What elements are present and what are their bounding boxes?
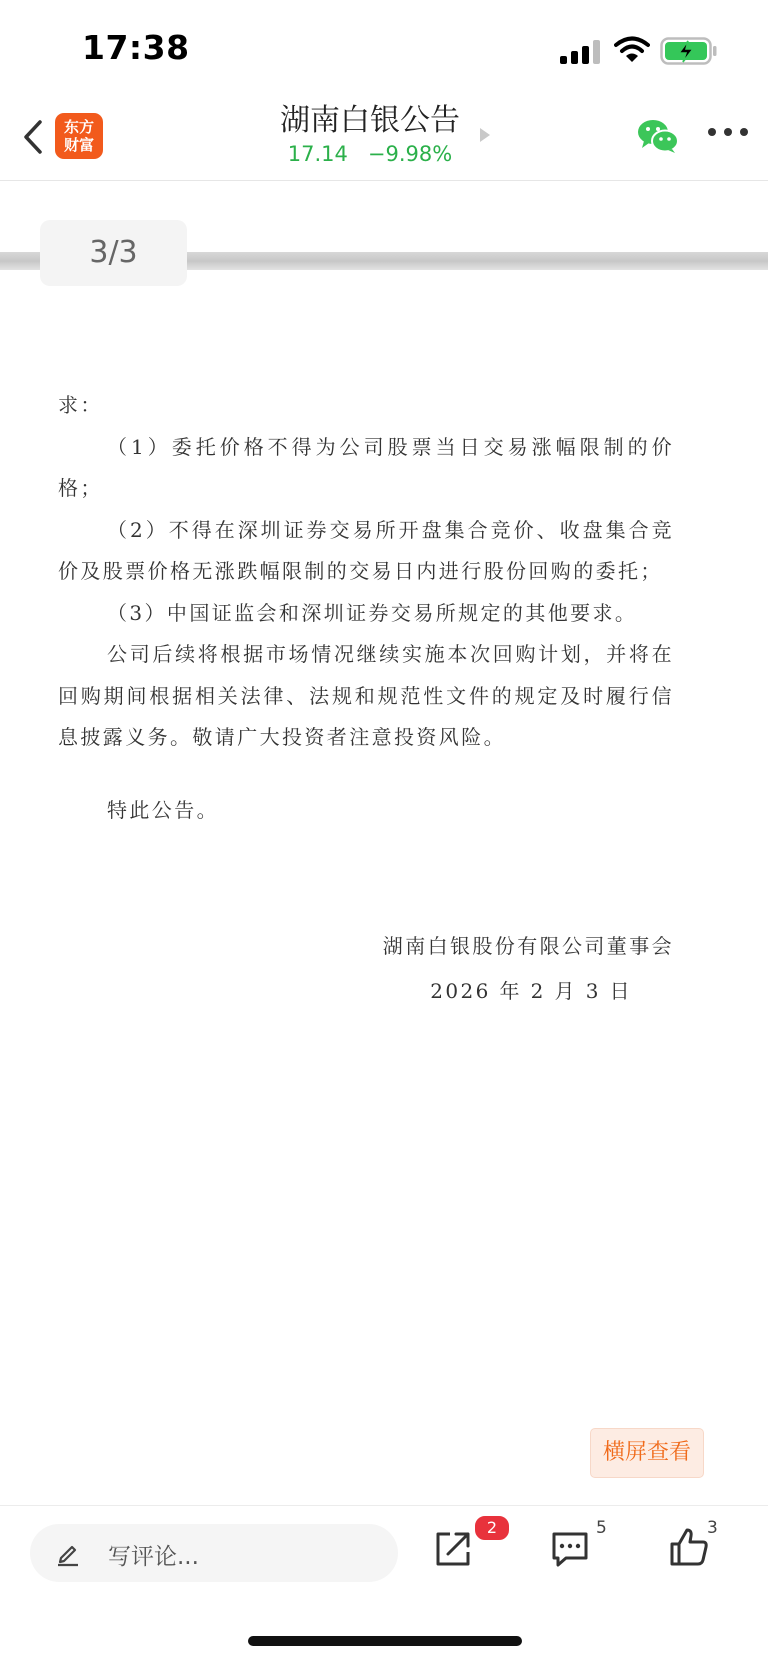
logo-line1: 东方 bbox=[63, 118, 94, 136]
doc-paragraph-4: （3）中国证监会和深圳证券交易所规定的其他要求。 bbox=[107, 600, 638, 625]
stock-change: −9.98% bbox=[367, 142, 453, 166]
landscape-view-button[interactable]: 横屏查看 bbox=[590, 1428, 704, 1478]
wifi-icon bbox=[614, 36, 650, 64]
doc-paragraph-6: 特此公告。 bbox=[107, 797, 219, 822]
home-indicator bbox=[248, 1636, 522, 1646]
app-header bbox=[0, 100, 768, 181]
share-badge: 2 bbox=[473, 1514, 511, 1542]
eastmoney-logo[interactable] bbox=[55, 113, 103, 159]
signature-company: 湖南白银股份有限公司董事会 bbox=[382, 934, 674, 958]
like-count: 3 bbox=[707, 1518, 718, 1538]
back-button[interactable] bbox=[14, 112, 54, 162]
page-indicator: 3/3 bbox=[40, 220, 187, 286]
doc-paragraph-1: 求： bbox=[58, 393, 103, 417]
page-title: 湖南白银公告 bbox=[280, 103, 460, 138]
bottom-action-bar bbox=[0, 1505, 768, 1664]
battery-charging-icon bbox=[660, 37, 718, 65]
doc-paragraph-3: （2）不得在深圳证券交易所开盘集合竞价、收盘集合竞价及股票价格无涨跌幅限制的交易日内进行股份回购的委托； bbox=[58, 517, 674, 583]
comment-button[interactable] bbox=[550, 1530, 590, 1568]
stock-quote bbox=[230, 142, 510, 166]
like-button[interactable] bbox=[668, 1526, 710, 1568]
pen-icon bbox=[54, 1539, 82, 1567]
status-time: 17:38 bbox=[82, 28, 190, 67]
wechat-share-icon[interactable] bbox=[636, 118, 680, 154]
comment-count: 5 bbox=[596, 1518, 607, 1538]
share-button[interactable] bbox=[432, 1528, 474, 1570]
cellular-signal-icon bbox=[560, 40, 602, 64]
logo-line2: 财富 bbox=[63, 136, 94, 154]
stock-price: 17.14 bbox=[287, 142, 348, 166]
comment-input[interactable] bbox=[30, 1524, 398, 1582]
title-arrow-icon bbox=[480, 128, 490, 142]
status-bar bbox=[0, 0, 768, 100]
doc-paragraph-5: 公司后续将根据市场情况继续实施本次回购计划，并将在回购期间根据相关法律、法规和规范性文件的规定及时履行信息披露义务。敬请广大投资者注意投资风险。 bbox=[58, 642, 674, 749]
stock-title-block[interactable] bbox=[230, 100, 510, 166]
comment-placeholder: 写评论... bbox=[108, 1544, 199, 1570]
more-options-button[interactable] bbox=[706, 128, 750, 140]
signature-date: 2026 年 2 月 3 日 bbox=[430, 979, 632, 1003]
announcement-document bbox=[58, 385, 674, 1003]
doc-paragraph-2: （1）委托价格不得为公司股票当日交易涨幅限制的价格； bbox=[58, 434, 674, 500]
